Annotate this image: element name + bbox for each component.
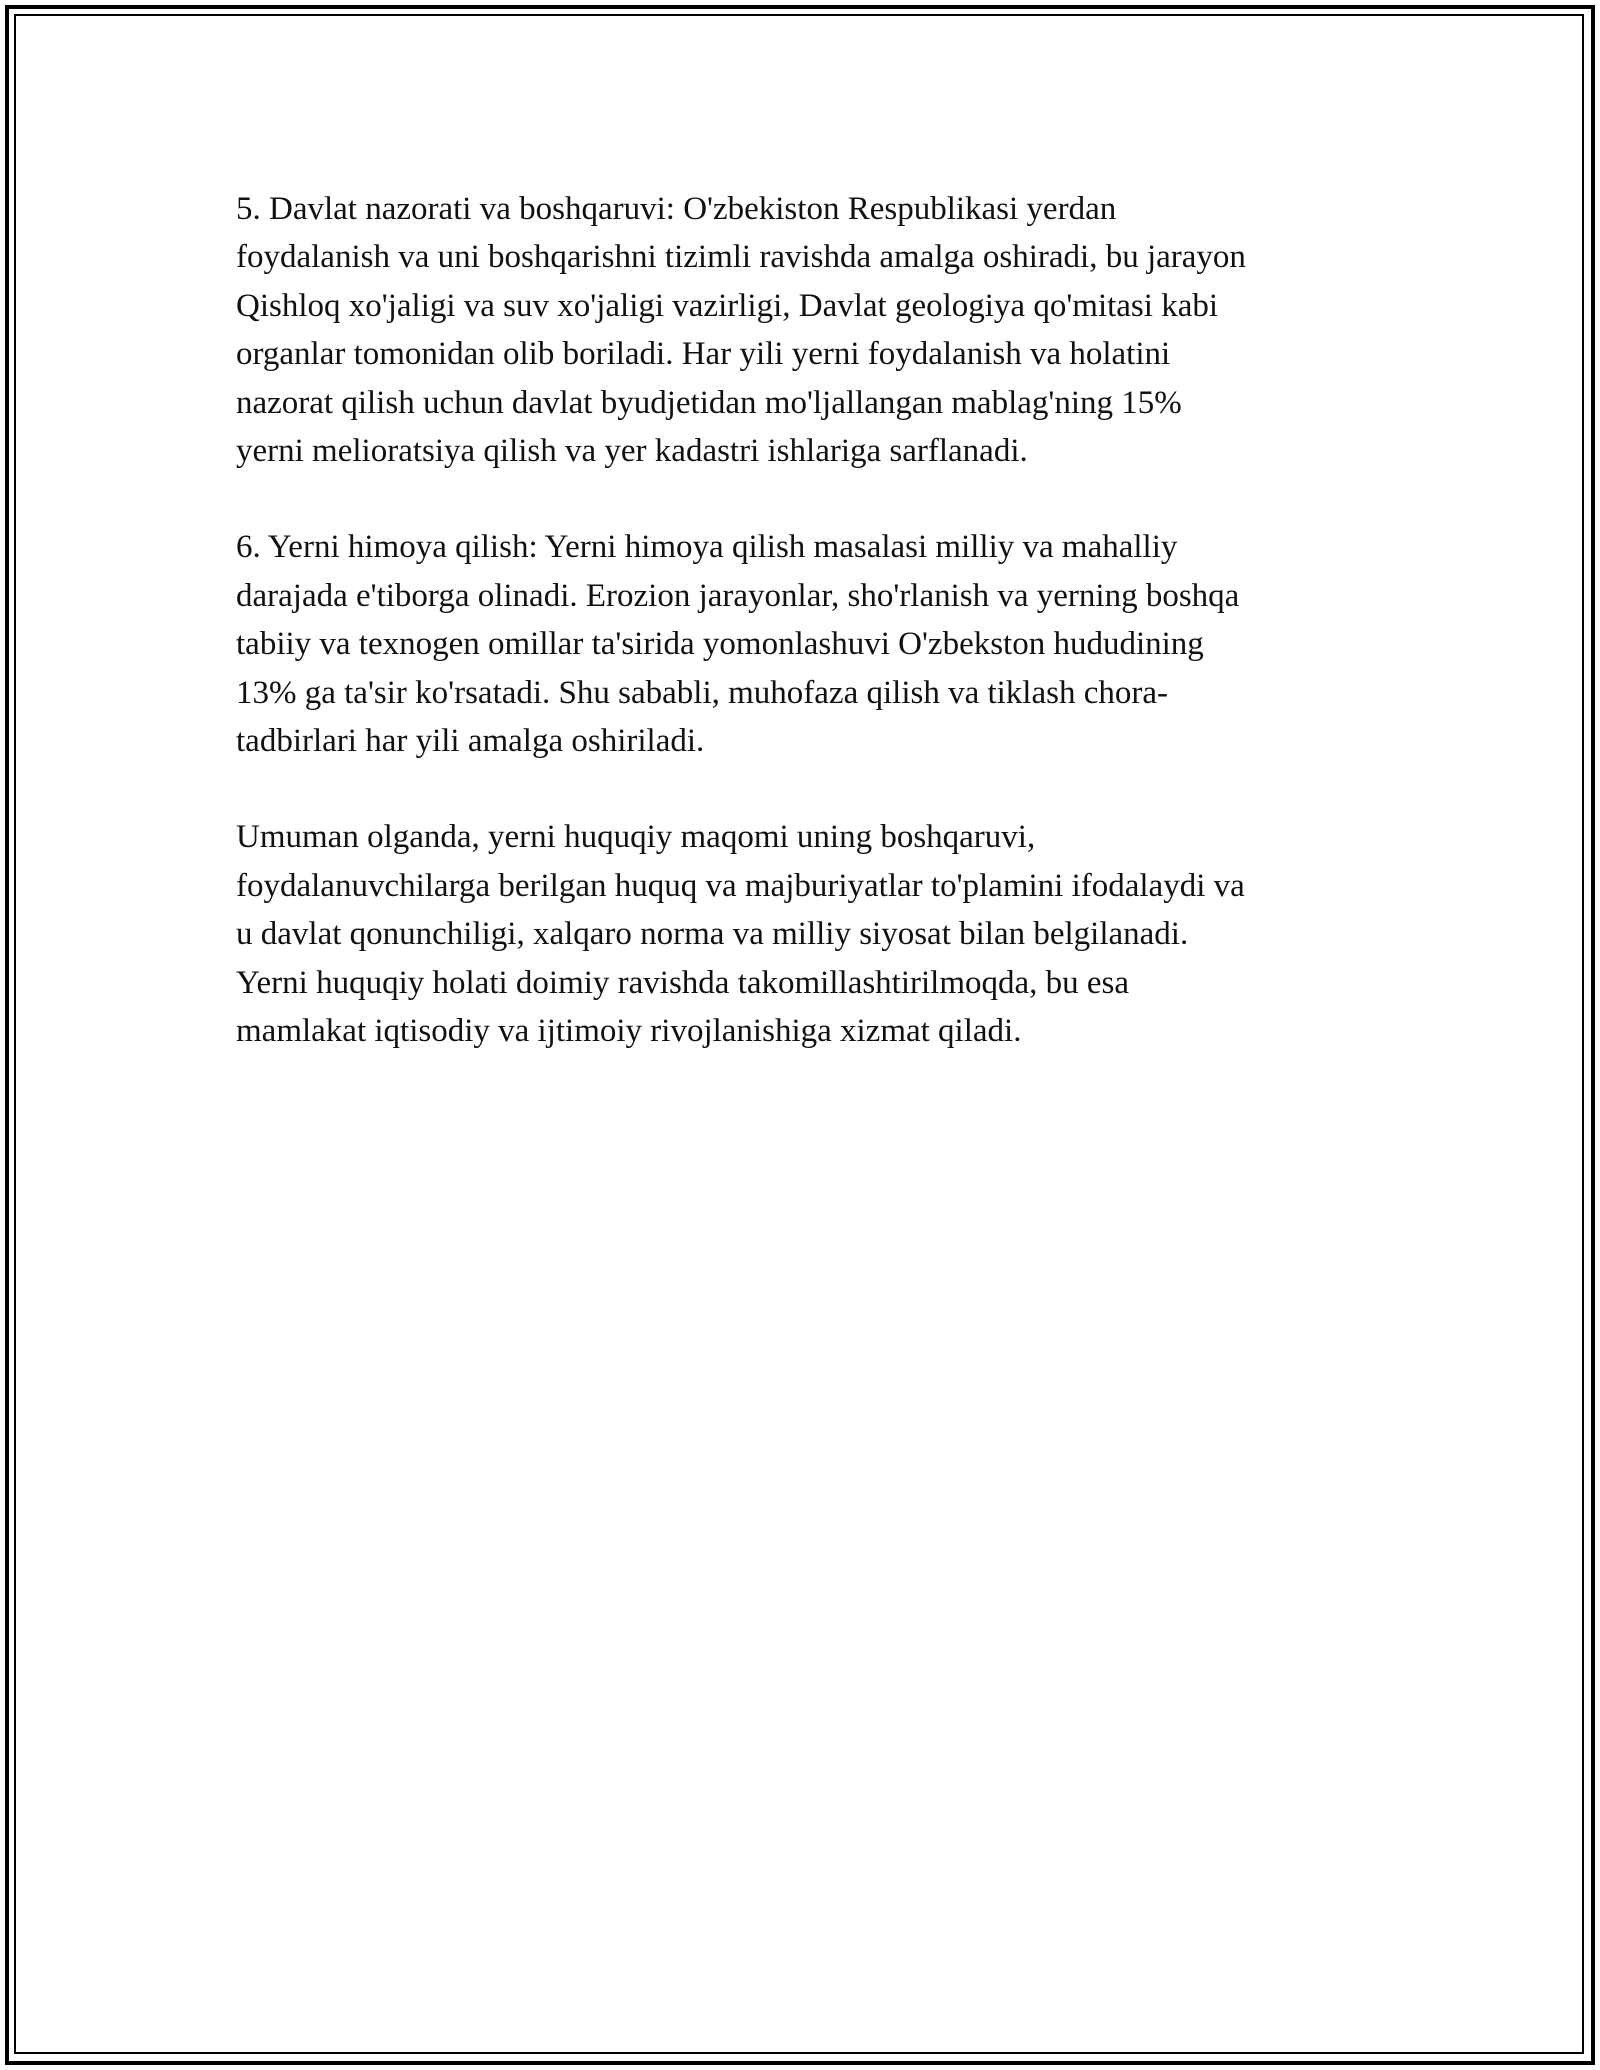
text-line: organlar tomonidan olib boriladi. Har yili yerni foydalanish va holatini xyxy=(236,336,1171,373)
paragraph-state-control xyxy=(236,185,1376,475)
text-line: Umuman olganda, yerni huquqiy maqomi uning boshqaruvi, xyxy=(236,819,1036,856)
text-line: 13% ga ta'sir ko'rsatadi. Shu sababli, muhofaza qilish va tiklash chora- xyxy=(236,674,1168,711)
text-line: tabiiy va texnogen omillar ta'sirida yomonlashuvi O'zbekston hududining xyxy=(236,626,1204,663)
text-line: foydalanish va uni boshqarishni tizimli ravishda amalga oshiradi, bu jarayon xyxy=(236,239,1246,276)
text-line: Qishloq xo'jaligi va suv xo'jaligi vazirligi, Davlat geologiya qo'mitasi kabi xyxy=(236,287,1219,324)
text-line: 5. Davlat nazorati va boshqaruvi: O'zbekiston Respublikasi yerdan xyxy=(236,191,1117,227)
text-line: Yerni huquqiy holati doimiy ravishda takomillashtirilmoqda, bu esa xyxy=(236,964,1130,1001)
text-line: tadbirlari har yili amalga oshiriladi. xyxy=(236,723,705,760)
text-line: yerni melioratsiya qilish va yer kadastri ishlariga sarflanadi. xyxy=(236,433,1028,470)
text-line: u davlat qonunchiligi, xalqaro norma va milliy siyosat bilan belgilanadi. xyxy=(236,916,1189,953)
text-line: mamlakat iqtisodiy va ijtimoiy rivojlanishiga xizmat qiladi. xyxy=(236,1013,1022,1050)
paragraph-conclusion xyxy=(236,813,1376,1055)
document-body xyxy=(236,185,1376,1104)
paragraph-land-protection xyxy=(236,523,1376,765)
text-line: darajada e'tiborga olinadi. Erozion jarayonlar, sho'rlanish va yerning boshqa xyxy=(236,577,1240,614)
text-line: nazorat qilish uchun davlat byudjetidan mo'ljallangan mablag'ning 15% xyxy=(236,384,1182,421)
text-line: 6. Yerni himoya qilish: Yerni himoya qilish masalasi milliy va mahalliy xyxy=(236,529,1178,566)
text-line: foydalanuvchilarga berilgan huquq va majburiyatlar to'plamini ifodalaydi va xyxy=(236,867,1245,904)
